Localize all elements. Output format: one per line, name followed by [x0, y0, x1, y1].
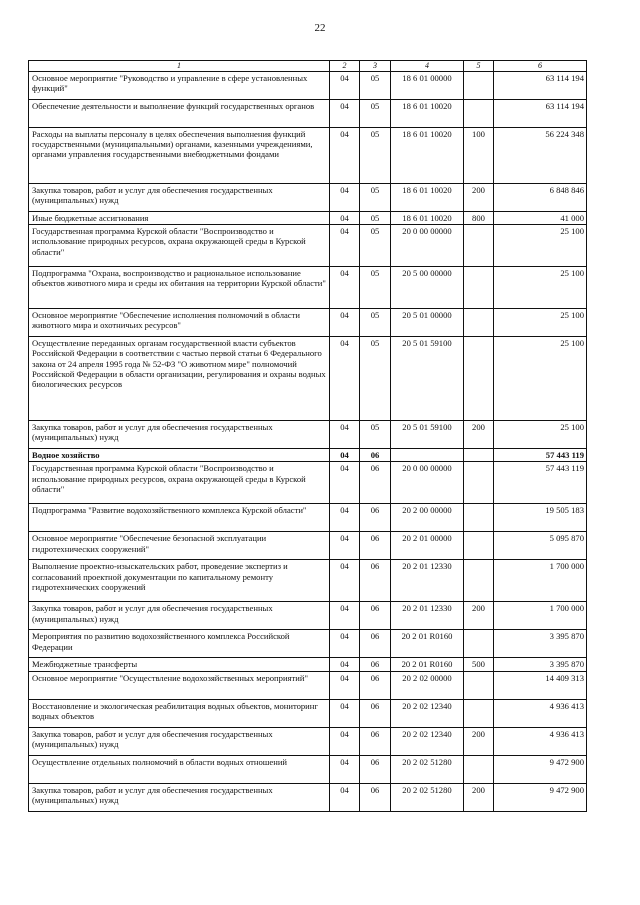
- target-article-cell: 20 2 02 12340: [391, 699, 464, 727]
- subsection-code-cell: 06: [360, 699, 391, 727]
- table-row: [29, 336, 587, 420]
- column-header-3: 3: [360, 61, 391, 72]
- table-row: [29, 224, 587, 266]
- amount-cell: 56 224 348: [494, 127, 587, 183]
- subsection-code-cell: 06: [360, 602, 391, 630]
- table-row: [29, 462, 587, 504]
- table-row: [29, 727, 587, 755]
- section-code-cell: 04: [330, 602, 360, 630]
- amount-cell: 41 000: [494, 211, 587, 224]
- expense-type-cell: 100: [464, 127, 494, 183]
- item-name-cell: Основное мероприятие "Руководство и управление в сфере установленных функций": [29, 71, 330, 99]
- target-article-cell: 20 5 01 00000: [391, 308, 464, 336]
- table-body: [29, 71, 587, 811]
- section-code-cell: 04: [330, 727, 360, 755]
- target-article-cell: 20 2 01 R0160: [391, 658, 464, 671]
- subsection-code-cell: 05: [360, 420, 391, 448]
- subsection-code-cell: 06: [360, 532, 391, 560]
- target-article-cell: 18 6 01 10020: [391, 183, 464, 211]
- expense-type-cell: 200: [464, 420, 494, 448]
- section-code-cell: 04: [330, 658, 360, 671]
- subsection-code-cell: 05: [360, 224, 391, 266]
- expense-type-cell: [464, 671, 494, 699]
- section-code-cell: 04: [330, 266, 360, 308]
- section-code-cell: 04: [330, 560, 360, 602]
- item-name-cell: Закупка товаров, работ и услуг для обеспечения государственных (муниципальных) нужд: [29, 602, 330, 630]
- table-row: [29, 630, 587, 658]
- target-article-cell: 20 5 00 00000: [391, 266, 464, 308]
- table-row: [29, 560, 587, 602]
- amount-cell: 6 848 846: [494, 183, 587, 211]
- item-name-cell: Осуществление переданных органам государственной власти субъектов Российской Федерации в соответствии с частью первой статьи 6 Федерального закона от 24 апреля 1995 года № 52-ФЗ "О животном мире" полномочий Российской Федерации в области организации, регулирования и охраны водных биологических ресурсов: [29, 336, 330, 420]
- amount-cell: 25 100: [494, 308, 587, 336]
- expense-type-cell: [464, 224, 494, 266]
- expense-type-cell: [464, 71, 494, 99]
- expense-type-cell: 200: [464, 183, 494, 211]
- subsection-code-cell: 06: [360, 658, 391, 671]
- subsection-code-cell: 06: [360, 560, 391, 602]
- amount-cell: 9 472 900: [494, 755, 587, 783]
- expense-type-cell: [464, 504, 494, 532]
- amount-cell: 1 700 000: [494, 560, 587, 602]
- subsection-code-cell: 05: [360, 266, 391, 308]
- table-row: [29, 420, 587, 448]
- table-row: [29, 504, 587, 532]
- table-row: [29, 699, 587, 727]
- column-header-2: 2: [330, 61, 360, 72]
- item-name-cell: Межбюджетные трансферты: [29, 658, 330, 671]
- section-code-cell: 04: [330, 420, 360, 448]
- page-number: 22: [314, 22, 326, 34]
- header-row: [29, 61, 587, 72]
- amount-cell: 3 395 870: [494, 630, 587, 658]
- target-article-cell: 20 2 01 12330: [391, 560, 464, 602]
- table-row: [29, 308, 587, 336]
- amount-cell: 25 100: [494, 266, 587, 308]
- item-name-cell: Восстановление и экологическая реабилитация водных объектов, мониторинг водных объектов: [29, 699, 330, 727]
- expense-type-cell: [464, 308, 494, 336]
- target-article-cell: 20 2 01 00000: [391, 532, 464, 560]
- item-name-cell: Закупка товаров, работ и услуг для обеспечения государственных (муниципальных) нужд: [29, 727, 330, 755]
- amount-cell: 25 100: [494, 224, 587, 266]
- target-article-cell: 18 6 01 10020: [391, 99, 464, 127]
- expense-type-cell: [464, 532, 494, 560]
- amount-cell: 25 100: [494, 420, 587, 448]
- table-row: [29, 266, 587, 308]
- expense-type-cell: 200: [464, 783, 494, 811]
- item-name-cell: Закупка товаров, работ и услуг для обеспечения государственных (муниципальных) нужд: [29, 783, 330, 811]
- amount-cell: 4 936 413: [494, 727, 587, 755]
- table-row: [29, 127, 587, 183]
- item-name-cell: Расходы на выплаты персоналу в целях обеспечения выполнения функций государственными (муниципальными) органами, казенными учреждениями, органами управления государственными внебюджетными фондами: [29, 127, 330, 183]
- table-row: [29, 755, 587, 783]
- expense-type-cell: [464, 336, 494, 420]
- expense-type-cell: [464, 266, 494, 308]
- item-name-cell: Закупка товаров, работ и услуг для обеспечения государственных (муниципальных) нужд: [29, 420, 330, 448]
- item-name-cell: Выполнение проектно-изыскательских работ, проведение экспертиз и согласований проектной документации по капитальному ремонту гидротехнических сооружений: [29, 560, 330, 602]
- expense-type-cell: 800: [464, 211, 494, 224]
- amount-cell: 57 443 119: [494, 462, 587, 504]
- item-name-cell: Подпрограмма "Развитие водохозяйственного комплекса Курской области": [29, 504, 330, 532]
- subsection-code-cell: 06: [360, 630, 391, 658]
- section-code-cell: 04: [330, 630, 360, 658]
- subsection-code-cell: 05: [360, 336, 391, 420]
- subsection-code-cell: 06: [360, 755, 391, 783]
- column-header-1: 1: [29, 61, 330, 72]
- section-code-cell: 04: [330, 783, 360, 811]
- section-code-cell: 04: [330, 504, 360, 532]
- expense-type-cell: 500: [464, 658, 494, 671]
- item-name-cell: Государственная программа Курской области "Воспроизводство и использование природных ресурсов, охрана окружающей среды в Курской области": [29, 462, 330, 504]
- item-name-cell: Основное мероприятие "Обеспечение безопасной эксплуатации гидротехнических сооружений": [29, 532, 330, 560]
- item-name-cell: Государственная программа Курской области "Воспроизводство и использование природных ресурсов, охрана окружающей среды в Курской области": [29, 224, 330, 266]
- table-row: [29, 211, 587, 224]
- expense-type-cell: [464, 755, 494, 783]
- table-row: [29, 71, 587, 99]
- amount-cell: 5 095 870: [494, 532, 587, 560]
- expense-type-cell: [464, 630, 494, 658]
- subsection-code-cell: 06: [360, 671, 391, 699]
- target-article-cell: 20 2 01 R0160: [391, 630, 464, 658]
- section-code-cell: 04: [330, 224, 360, 266]
- amount-cell: 25 100: [494, 336, 587, 420]
- expense-type-cell: [464, 448, 494, 461]
- section-code-cell: 04: [330, 71, 360, 99]
- section-code-cell: 04: [330, 755, 360, 783]
- amount-cell: 4 936 413: [494, 699, 587, 727]
- item-name-cell: Осуществление отдельных полномочий в области водных отношений: [29, 755, 330, 783]
- subsection-code-cell: 06: [360, 448, 391, 461]
- section-code-cell: 04: [330, 99, 360, 127]
- item-name-cell: Иные бюджетные ассигнования: [29, 211, 330, 224]
- column-header-6: 6: [494, 61, 587, 72]
- target-article-cell: 20 5 01 59100: [391, 336, 464, 420]
- item-name-cell: Мероприятия по развитию водохозяйственного комплекса Российской Федерации: [29, 630, 330, 658]
- budget-table: [28, 60, 587, 812]
- amount-cell: 1 700 000: [494, 602, 587, 630]
- item-name-cell: Закупка товаров, работ и услуг для обеспечения государственных (муниципальных) нужд: [29, 183, 330, 211]
- subsection-code-cell: 05: [360, 71, 391, 99]
- section-code-cell: 04: [330, 336, 360, 420]
- expense-type-cell: [464, 560, 494, 602]
- item-name-cell: Водное хозяйство: [29, 448, 330, 461]
- expense-type-cell: 200: [464, 602, 494, 630]
- target-article-cell: 18 6 01 10020: [391, 211, 464, 224]
- table-row: [29, 448, 587, 461]
- section-code-cell: 04: [330, 462, 360, 504]
- amount-cell: 14 409 313: [494, 671, 587, 699]
- target-article-cell: 20 5 01 59100: [391, 420, 464, 448]
- expense-type-cell: [464, 462, 494, 504]
- section-code-cell: 04: [330, 211, 360, 224]
- amount-cell: 19 505 183: [494, 504, 587, 532]
- expense-type-cell: 200: [464, 727, 494, 755]
- section-code-cell: 04: [330, 699, 360, 727]
- amount-cell: 9 472 900: [494, 783, 587, 811]
- subsection-code-cell: 06: [360, 462, 391, 504]
- subsection-code-cell: 05: [360, 99, 391, 127]
- target-article-cell: 20 2 00 00000: [391, 504, 464, 532]
- table-row: [29, 99, 587, 127]
- subsection-code-cell: 05: [360, 211, 391, 224]
- section-code-cell: 04: [330, 532, 360, 560]
- subsection-code-cell: 06: [360, 504, 391, 532]
- target-article-cell: 20 2 02 51280: [391, 783, 464, 811]
- section-code-cell: 04: [330, 671, 360, 699]
- expense-type-cell: [464, 699, 494, 727]
- table-row: [29, 602, 587, 630]
- subsection-code-cell: 06: [360, 727, 391, 755]
- target-article-cell: 20 0 00 00000: [391, 462, 464, 504]
- table-row: [29, 183, 587, 211]
- amount-cell: 3 395 870: [494, 658, 587, 671]
- amount-cell: 57 443 119: [494, 448, 587, 461]
- table-row: [29, 658, 587, 671]
- amount-cell: 63 114 194: [494, 71, 587, 99]
- target-article-cell: 20 2 02 00000: [391, 671, 464, 699]
- column-header-4: 4: [391, 61, 464, 72]
- expense-type-cell: [464, 99, 494, 127]
- column-header-5: 5: [464, 61, 494, 72]
- target-article-cell: 20 2 02 51280: [391, 755, 464, 783]
- table-row: [29, 783, 587, 811]
- target-article-cell: 20 2 01 12330: [391, 602, 464, 630]
- item-name-cell: Основное мероприятие "Обеспечение исполнения полномочий в области животного мира и охотничьих ресурсов": [29, 308, 330, 336]
- section-code-cell: 04: [330, 308, 360, 336]
- target-article-cell: 18 6 01 10020: [391, 127, 464, 183]
- item-name-cell: Основное мероприятие "Осуществление водохозяйственных мероприятий": [29, 671, 330, 699]
- section-code-cell: 04: [330, 183, 360, 211]
- target-article-cell: 18 6 01 00000: [391, 71, 464, 99]
- item-name-cell: Обеспечение деятельности и выполнение функций государственных органов: [29, 99, 330, 127]
- section-code-cell: 04: [330, 127, 360, 183]
- subsection-code-cell: 06: [360, 783, 391, 811]
- subsection-code-cell: 05: [360, 308, 391, 336]
- target-article-cell: 20 2 02 12340: [391, 727, 464, 755]
- subsection-code-cell: 05: [360, 127, 391, 183]
- section-code-cell: 04: [330, 448, 360, 461]
- item-name-cell: Подпрограмма "Охрана, воспроизводство и рациональное использование объектов животного мира и среды их обитания на территории Курской области": [29, 266, 330, 308]
- target-article-cell: [391, 448, 464, 461]
- target-article-cell: 20 0 00 00000: [391, 224, 464, 266]
- table-row: [29, 671, 587, 699]
- table-row: [29, 532, 587, 560]
- amount-cell: 63 114 194: [494, 99, 587, 127]
- subsection-code-cell: 05: [360, 183, 391, 211]
